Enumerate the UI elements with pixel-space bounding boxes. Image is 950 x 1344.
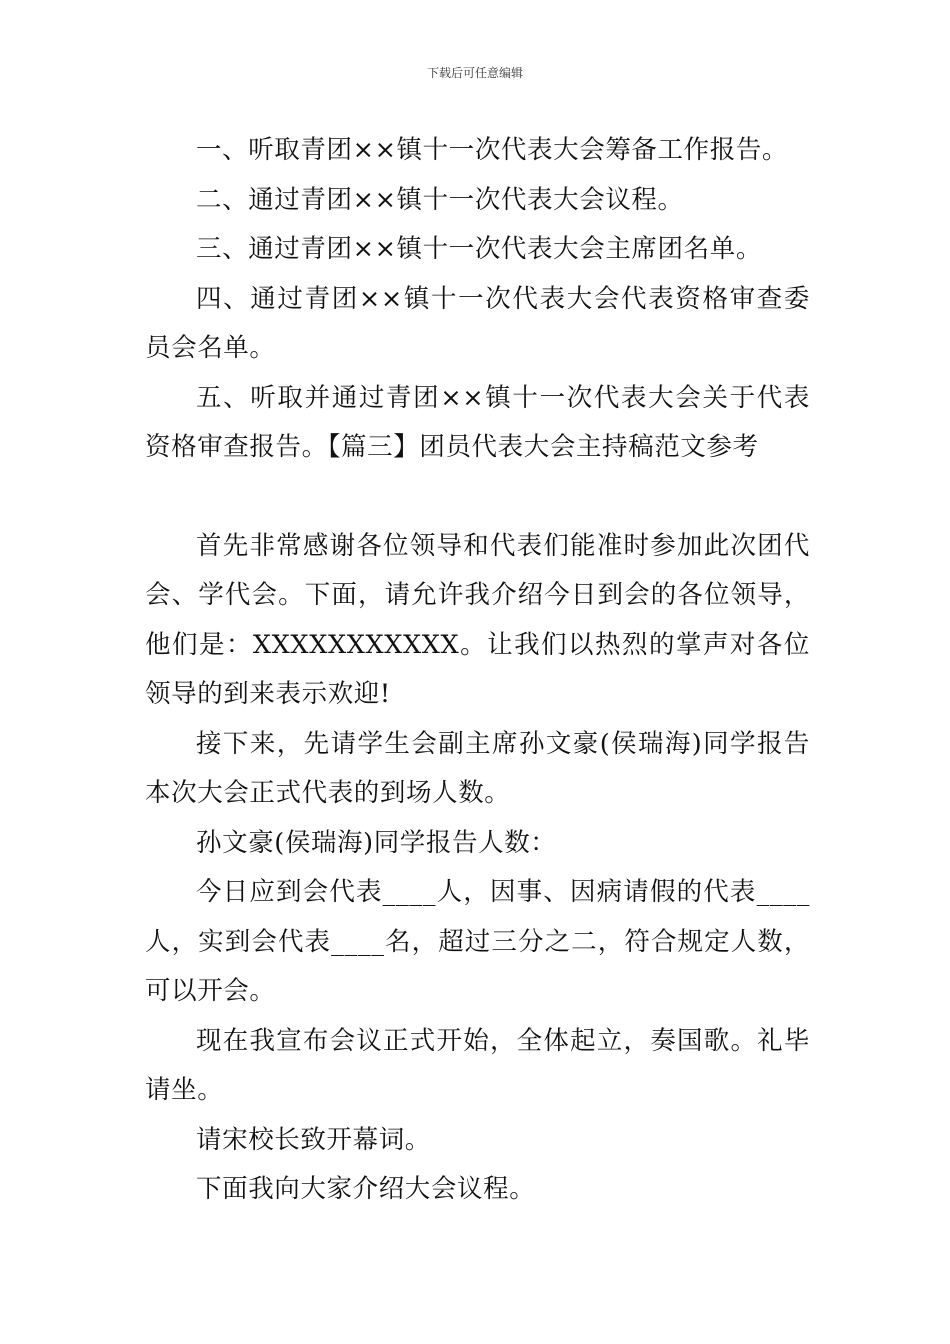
- agenda-item-3: 三、通过青团××镇十一次代表大会主席团名单。: [196, 234, 762, 264]
- agenda-intro-paragraph: 下面我向大家介绍大会议程。: [196, 1174, 536, 1204]
- document-body: [145, 126, 810, 1215]
- attendance-report-heading: 孙文豪(侯瑞海)同学报告人数：: [196, 827, 557, 858]
- attendance-request-paragraph: 接下来，先请学生会副主席孙文豪(侯瑞海)同学报告本次大会正式代表的到场人数。: [145, 728, 810, 808]
- page-header: 下载后可任意编辑: [426, 66, 523, 80]
- welcome-paragraph: 首先非常感谢各位领导和代表们能准时参加此次团代会、学代会。下面，请允许我介绍今日到会的各位领导，他们是：XXXXXXXXXXX。让我们以热烈的掌声对各位领导的到来表示欢迎!: [145, 530, 810, 709]
- paragraph-spacer: [145, 473, 810, 522]
- agenda-item-1: 一、听取青团××镇十一次代表大会筹备工作报告。: [196, 135, 789, 165]
- agenda-item-5: 五、听取并通过青团××镇十一次代表大会关于代表资格审查报告。【篇三】团员代表大会主持稿范文参考: [145, 382, 810, 462]
- meeting-open-paragraph: 现在我宣布会议正式开始，全体起立，奏国歌。礼毕请坐。: [145, 1025, 810, 1105]
- attendance-figures-paragraph: 今日应到会代表____人，因事、因病请假的代表____人，实到会代表____名，超过三分之二，符合规定人数，可以开会。: [145, 877, 810, 1006]
- agenda-item-2: 二、通过青团××镇十一次代表大会议程。: [196, 184, 684, 215]
- agenda-item-4: 四、通过青团××镇十一次代表大会代表资格审查委员会名单。: [145, 283, 810, 363]
- opening-speech-paragraph: 请宋校长致开幕词。: [196, 1124, 431, 1155]
